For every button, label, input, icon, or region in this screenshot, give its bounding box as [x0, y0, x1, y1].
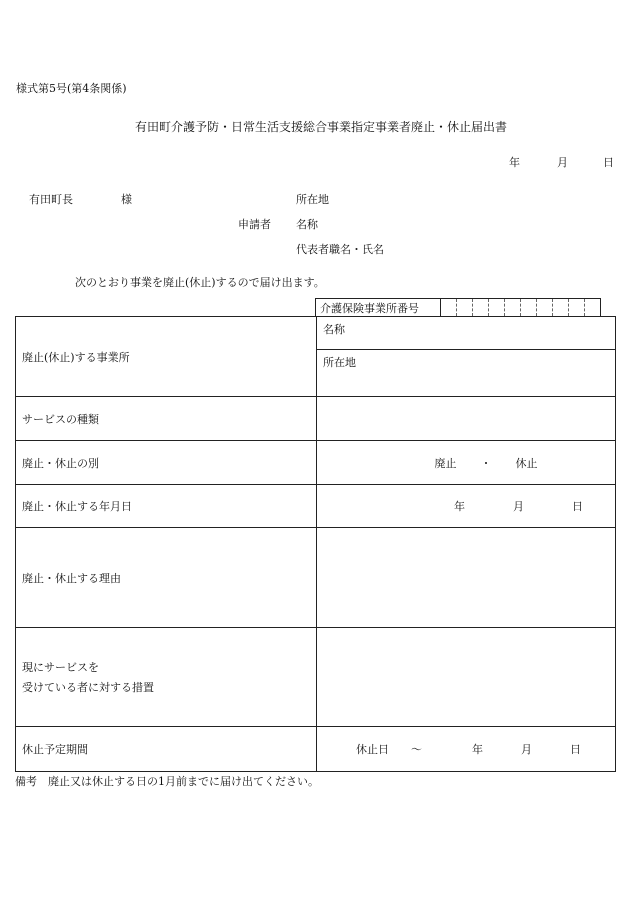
office-name-field[interactable]: [317, 317, 616, 350]
provider-number-table: [315, 298, 601, 317]
service-type-label: サービスの種類: [16, 397, 317, 441]
date-day-label: 日: [603, 156, 614, 169]
provider-number-digit[interactable]: [537, 299, 553, 317]
reason-label: 廃止・休止する理由: [16, 528, 317, 628]
date-field-day: 日: [572, 500, 583, 513]
provider-number-digit[interactable]: [569, 299, 585, 317]
type-suspend-option[interactable]: 休止: [515, 456, 538, 470]
measures-label-line-2: 受けている者に対する措置: [22, 681, 154, 694]
office-label: 廃止(休止)する事業所: [16, 317, 317, 397]
date-field[interactable]: [317, 485, 616, 528]
notification-table: [15, 316, 616, 772]
form-number: 様式第5号(第4条関係): [16, 82, 127, 95]
provider-number-digit[interactable]: [521, 299, 537, 317]
date-label: 廃止・休止する年月日: [16, 485, 317, 528]
period-start-label: 休止日: [356, 743, 389, 756]
period-tilde: ～: [411, 743, 422, 756]
reason-field[interactable]: [317, 528, 616, 628]
measures-field[interactable]: [317, 628, 616, 727]
date-field-year: 年: [454, 500, 465, 513]
provider-number-digit[interactable]: [489, 299, 505, 317]
period-label: 休止予定期間: [16, 727, 317, 772]
period-day: 日: [570, 743, 581, 756]
date-field-month: 月: [513, 500, 524, 513]
office-address-field[interactable]: [317, 350, 616, 397]
addressee-honorific: 様: [121, 193, 132, 206]
period-month: 月: [521, 743, 532, 756]
addressee-name: 有田町長: [29, 193, 73, 206]
measures-label: [16, 628, 317, 727]
provider-number-digit[interactable]: [441, 299, 457, 317]
provider-number-digit[interactable]: [505, 299, 521, 317]
provider-number-digit[interactable]: [473, 299, 489, 317]
office-name-label: 名称: [323, 323, 345, 336]
applicant-name-label: 名称: [296, 218, 318, 231]
type-separator: ・: [480, 456, 492, 470]
type-label: 廃止・休止の別: [16, 441, 317, 485]
provider-number-digit[interactable]: [457, 299, 473, 317]
date-month-label: 月: [557, 156, 568, 169]
applicant-rep-label: 代表者職名・氏名: [296, 243, 384, 256]
period-year: 年: [472, 743, 483, 756]
intro-text: 次のとおり事業を廃止(休止)するので届け出ます。: [75, 276, 325, 289]
provider-number-digit[interactable]: [585, 299, 601, 317]
applicant-label: 申請者: [238, 218, 271, 231]
applicant-address-label: 所在地: [296, 193, 329, 206]
remarks-text: 備考 廃止又は休止する日の1月前までに届け出てください。: [15, 775, 319, 788]
provider-number-digit[interactable]: [553, 299, 569, 317]
service-type-field[interactable]: [317, 397, 616, 441]
office-address-label: 所在地: [323, 356, 356, 369]
form-title: 有田町介護予防・日常生活支援総合事業指定事業者廃止・休止届出書: [135, 120, 508, 134]
measures-label-line-1: 現にサービスを: [22, 661, 99, 674]
provider-number-label: 介護保険事業所番号: [316, 299, 441, 317]
type-abolish-option[interactable]: 廃止: [434, 456, 457, 470]
date-year-label: 年: [509, 156, 520, 169]
period-field[interactable]: [317, 727, 616, 772]
type-field[interactable]: [317, 441, 616, 485]
